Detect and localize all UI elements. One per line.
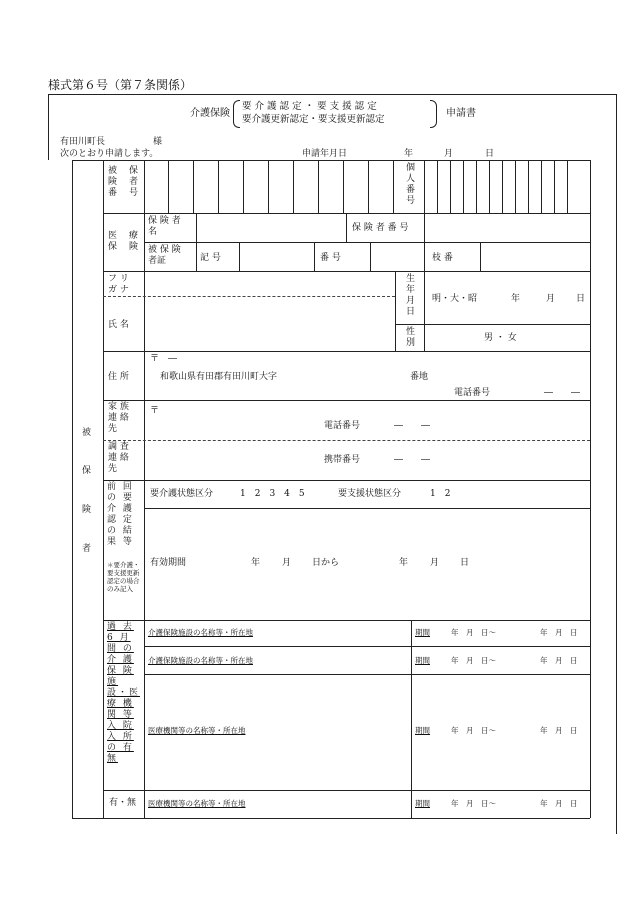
digit-sep xyxy=(218,160,219,213)
digit-sep xyxy=(318,160,319,213)
kigo-label: 記 号 xyxy=(200,253,221,263)
validity-end-year-unit: 年 xyxy=(399,558,409,568)
side-label-char-1: 被 xyxy=(82,428,92,438)
col-sep xyxy=(239,242,240,271)
row-sep xyxy=(144,508,590,509)
date-label: 申請年月日 xyxy=(302,149,348,159)
digit-sep xyxy=(268,160,269,213)
row-sep xyxy=(144,242,590,243)
phone-dashes: ― ― xyxy=(544,388,581,398)
side-label-char-3: 険 xyxy=(82,505,92,515)
validity-end-month-unit: 月 xyxy=(430,558,440,568)
digit-sep xyxy=(528,160,529,213)
validity-end-day-unit: 日 xyxy=(460,558,470,568)
support-level-label: 要支援状態区分 xyxy=(338,489,402,499)
period-label-2: 期間 xyxy=(415,656,430,665)
hospital-label-1: 医療機関等の名称等・所在地 xyxy=(148,726,246,735)
address-label: 住 所 xyxy=(108,372,129,382)
col-sep xyxy=(395,271,396,351)
mobile-dashes: ― ― xyxy=(394,455,431,465)
bango-label: 番 号 xyxy=(320,253,341,263)
row-sep xyxy=(103,790,590,791)
addressee: 有田川町長 xyxy=(60,137,106,147)
digit-sep xyxy=(393,160,394,213)
validity-label: 有効期間 xyxy=(150,558,187,568)
row-sep xyxy=(103,271,590,272)
honorific: 様 xyxy=(153,137,163,147)
row-sep xyxy=(103,400,590,401)
family-contact-label: 家 族 連 絡 先 xyxy=(108,402,129,434)
table-bottom xyxy=(72,818,590,819)
col-sep xyxy=(370,242,371,271)
digit-sep xyxy=(293,160,294,213)
family-phone-label: 電話番号 xyxy=(324,421,361,431)
period-start-3: 年 月 日～ xyxy=(451,726,496,735)
address-postal: 〒 ― xyxy=(150,354,178,364)
date-year-unit: 年 xyxy=(404,149,414,159)
era-options[interactable]: 明・大・昭 xyxy=(432,294,478,304)
digit-sep xyxy=(489,160,490,213)
frame-left-top xyxy=(48,94,49,160)
frame-top xyxy=(48,94,616,95)
digit-sep xyxy=(554,160,555,213)
family-phone-dashes: ― ― xyxy=(394,421,431,431)
digit-sep xyxy=(193,160,194,213)
birth-year-unit: 年 xyxy=(511,294,521,304)
period-start-2: 年 月 日～ xyxy=(451,656,496,665)
table-right xyxy=(590,160,591,818)
digit-sep xyxy=(541,160,542,213)
validity-month-unit: 月 xyxy=(282,558,292,568)
col-label xyxy=(144,160,145,818)
bracket-left xyxy=(233,100,240,128)
period-start-1: 年 月 日～ xyxy=(451,628,496,637)
date-month-unit: 月 xyxy=(444,149,454,159)
hospital-label-2: 医療機関等の名称等・所在地 xyxy=(148,799,246,808)
period-end-4: 年 月 日 xyxy=(540,799,578,808)
frame-right xyxy=(616,94,617,834)
title-option-renewal: 要介護更新認定・要支援更新認定 xyxy=(242,114,385,125)
row-sep xyxy=(103,480,590,481)
birth-day-unit: 日 xyxy=(576,294,586,304)
address-prefix: 和歌山県有田郡有田川町大字 xyxy=(160,372,278,382)
col-sep xyxy=(480,242,481,271)
sex-options[interactable]: 男 ・ 女 xyxy=(484,333,517,343)
sex-label: 性 別 xyxy=(406,327,416,348)
table-left xyxy=(72,160,73,818)
row-sep xyxy=(395,324,590,325)
row-sep xyxy=(103,620,590,621)
title-suffix: 申請書 xyxy=(446,108,476,119)
card-label: 被 保 険 者証 xyxy=(148,245,181,266)
col-side xyxy=(103,160,104,818)
edaban-label: 枝 番 xyxy=(432,253,453,263)
previous-result-label: 前 回 の 要 介 護 認 定 の 結 果 等 xyxy=(107,482,134,547)
history-yes-no[interactable]: 有・無 xyxy=(109,798,137,808)
digit-sep xyxy=(168,160,169,213)
validity-year-unit: 年 xyxy=(251,558,261,568)
furigana-label: フ リ ガ ナ xyxy=(108,274,129,295)
title-option-initial: 要 介 護 認 定 ・ 要 支 援 認 定 xyxy=(242,101,377,112)
name-label: 氏 名 xyxy=(108,320,129,330)
digit-sep xyxy=(463,160,464,213)
insured-number-label: 被 保 険 者 番 号 xyxy=(108,166,138,198)
family-postal: 〒 xyxy=(150,406,160,416)
period-start-4: 年 月 日～ xyxy=(451,799,496,808)
title-prefix: 介護保険 xyxy=(190,108,230,119)
insurer-number-label: 保 険 者 番 号 xyxy=(352,223,409,233)
row-sep xyxy=(103,351,590,352)
col-sep xyxy=(411,620,412,818)
facility-label-1: 介護保険施設の名称等・所在地 xyxy=(148,628,253,637)
digit-sep xyxy=(368,160,369,213)
bracket-right xyxy=(430,100,437,128)
digit-sep xyxy=(567,160,568,213)
mobile-label: 携帯番号 xyxy=(324,455,361,465)
side-label-char-4: 者 xyxy=(82,544,92,554)
digit-sep xyxy=(515,160,516,213)
care-level-options[interactable]: 1 2 3 4 5 xyxy=(240,489,305,499)
history-label: 過 去 6 月 間 の 介 護 保 険 施 設・医 療 機 関 等 入 院 入 所 の 有 無 xyxy=(107,622,141,764)
digit-sep xyxy=(343,160,344,213)
period-label-3: 期間 xyxy=(415,726,430,735)
side-label-char-2: 保 xyxy=(82,466,92,476)
survey-contact-label: 調 査 連 絡 先 xyxy=(108,442,129,474)
birth-label: 生 年 月 日 xyxy=(406,274,416,317)
digit-sep xyxy=(450,160,451,213)
previous-result-note: ＊要介護・要支援更新認定の場合のみ記入 xyxy=(107,561,140,593)
support-level-options[interactable]: 1 2 xyxy=(430,489,451,499)
row-sep xyxy=(144,646,590,647)
facility-label-2: 介護保険施設の名称等・所在地 xyxy=(148,656,253,665)
period-end-1: 年 月 日 xyxy=(540,628,578,637)
col-sep xyxy=(424,271,425,351)
validity-from: 日から xyxy=(312,558,340,568)
digit-sep xyxy=(476,160,477,213)
col-sep xyxy=(314,242,315,271)
furigana-divider xyxy=(103,296,395,297)
table-top xyxy=(72,160,590,161)
period-end-3: 年 月 日 xyxy=(540,726,578,735)
care-level-label: 要介護状態区分 xyxy=(150,489,214,499)
phone-label: 電話番号 xyxy=(454,388,491,398)
period-end-2: 年 月 日 xyxy=(540,656,578,665)
row-sep xyxy=(144,674,590,675)
period-label-4: 期間 xyxy=(415,799,430,808)
form-number: 様式第６号（第７条関係） xyxy=(48,78,193,92)
personal-number-label: 個 人 番 号 xyxy=(406,163,416,206)
birth-month-unit: 月 xyxy=(546,294,556,304)
intro-text: 次のとおり申請します。 xyxy=(60,149,159,159)
digit-sep xyxy=(437,160,438,213)
col-sep xyxy=(346,213,347,242)
digit-sep xyxy=(243,160,244,213)
date-day-unit: 日 xyxy=(485,149,495,159)
insurer-name-label: 保 険 者 名 xyxy=(148,216,181,237)
banchi-label: 番地 xyxy=(410,372,429,382)
period-label-1: 期間 xyxy=(415,628,430,637)
digit-sep xyxy=(424,160,425,213)
contact-divider xyxy=(103,440,590,441)
digit-sep xyxy=(502,160,503,213)
medical-insurance-label: 医 療 保険 xyxy=(108,231,138,252)
